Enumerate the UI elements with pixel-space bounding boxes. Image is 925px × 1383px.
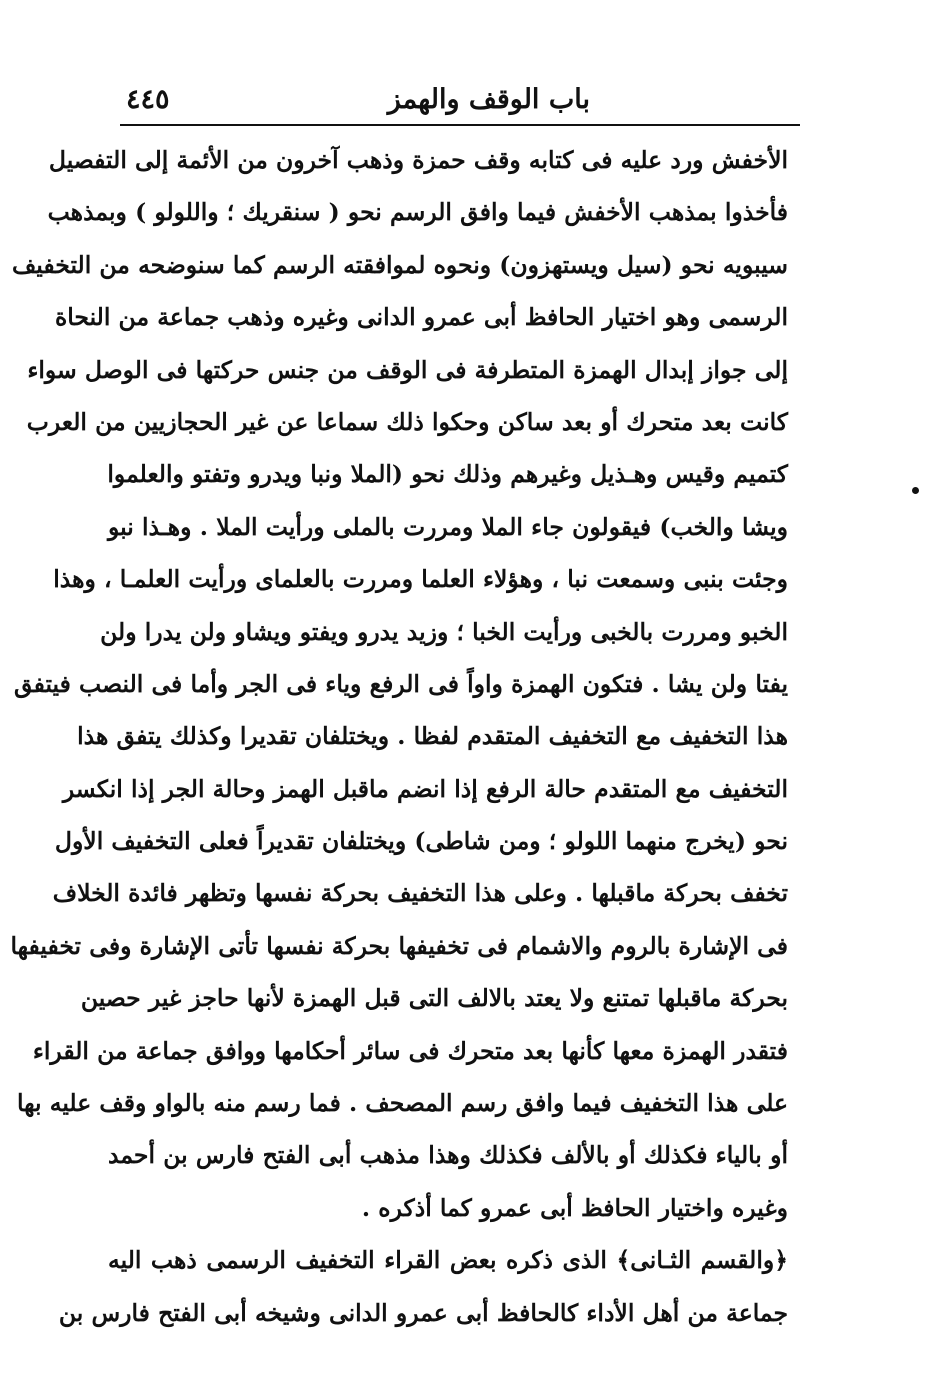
text-line: فأخذوا بمذهب الأخفش فيما وافق الرسم نحو ( سنقريك ؛ واللولو ) وبمذهب [47,198,788,227]
page-number: ٤٤٥ [126,84,170,115]
text-line: كانت بعد متحرك أو بعد ساكن وحكوا ذلك سماعا عن غير الحجازيين من العرب [26,407,788,436]
text-line: فتقدر الهمزة معها كأنها بعد متحرك فى سائر أحكامها ووافق جماعة من القراء [32,1036,788,1065]
text-line: نحو (يخرج منهما اللولو ؛ ومن شاطى) ويختلفان تقديراً فعلى التخفيف الأول [54,827,788,856]
paragraph-end-line: وغيره واختيار الحافظ أبى عمرو كما أذكره . [361,1193,788,1222]
text-line: الخبو ومررت بالخبى ورأيت الخبا ؛ وزيد يدرو ويفتو ويشاو ولن يدرا ولن [100,617,788,646]
text-line: جماعة من أهل الأداء كالحافظ أبى عمرو الدانى وشيخه أبى الفتح فارس بن [58,1298,788,1327]
text-line: الرسمى وهو اختيار الحافظ أبى عمرو الدانى وغيره وذهب جماعة من النحاة [54,303,788,332]
text-line: التخفيف مع المتقدم حالة الرفع إذا انضم ماقبل الهمز وحالة الجر إذا انكسر [62,774,788,803]
text-line: على هذا التخفيف فيما وافق رسم المصحف . فما رسم منه بالواو وقف عليه بها [17,1089,788,1118]
margin-mark [912,487,919,494]
text-line: سيبويه نحو (سيل ويستهزون) ونحوه لموافقته الرسم كما سنوضحه من التخفيف [11,250,788,279]
text-line: وجئت بنبى وسمعت نبا ، وهؤلاء العلما ومررت بالعلماى ورأيت العلمـا ، وهذا [53,565,788,594]
section-heading-line: ﴿والقسم الثـانى﴾ الذى ذكره بعض القراء التخفيف الرسمى ذهب اليه [108,1246,788,1275]
running-title: باب الوقف والهمز [387,84,590,115]
text-line: يفتا ولن يشا . فتكون الهمزة واواً فى الرفع وياء فى الجر وأما فى النصب فيتفق [13,669,788,698]
text-line: الأخفش ورد عليه فى كتابه وقف حمزة وذهب آخرون من الأئمة إلى التفصيل [48,146,788,174]
body-text [10,134,788,1339]
text-line: إلى جواز إبدال الهمزة المتطرفة فى الوقف من جنس حركتها فى الوصل سواء [27,355,788,384]
header-rule [120,124,800,126]
text-line: بحركة ماقبلها تمتنع ولا يعتد بالالف التى قبل الهمزة لأنها حاجز غير حصين [80,984,788,1013]
text-line: ويشا والخب) فيقولون جاء الملا ومررت بالملى ورأيت الملا . وهـذا نبو [108,512,788,541]
text-line: فى الإشارة بالروم والاشمام فى تخفيفها بحركة نفسها تأتى الإشارة وفى تخفيفها [10,931,788,960]
page-header [120,82,800,126]
text-line: هذا التخفيف مع التخفيف المتقدم لفظا . ويختلفان تقديرا وكذلك يتفق هذا [77,722,788,751]
text-line: كتميم وقيس وهـذيل وغيرهم وذلك نحو (الملا ونبا ويدرو وتفتو والعلموا [107,460,788,489]
text-line: تخفف بحركة ماقبلها . وعلى هذا التخفيف بحركة نفسها وتظهر فائدة الخلاف [52,879,788,908]
text-line: أو بالياء فكذلك أو بالألف فكذلك وهذا مذهب أبى الفتح فارس بن أحمد [108,1141,788,1170]
